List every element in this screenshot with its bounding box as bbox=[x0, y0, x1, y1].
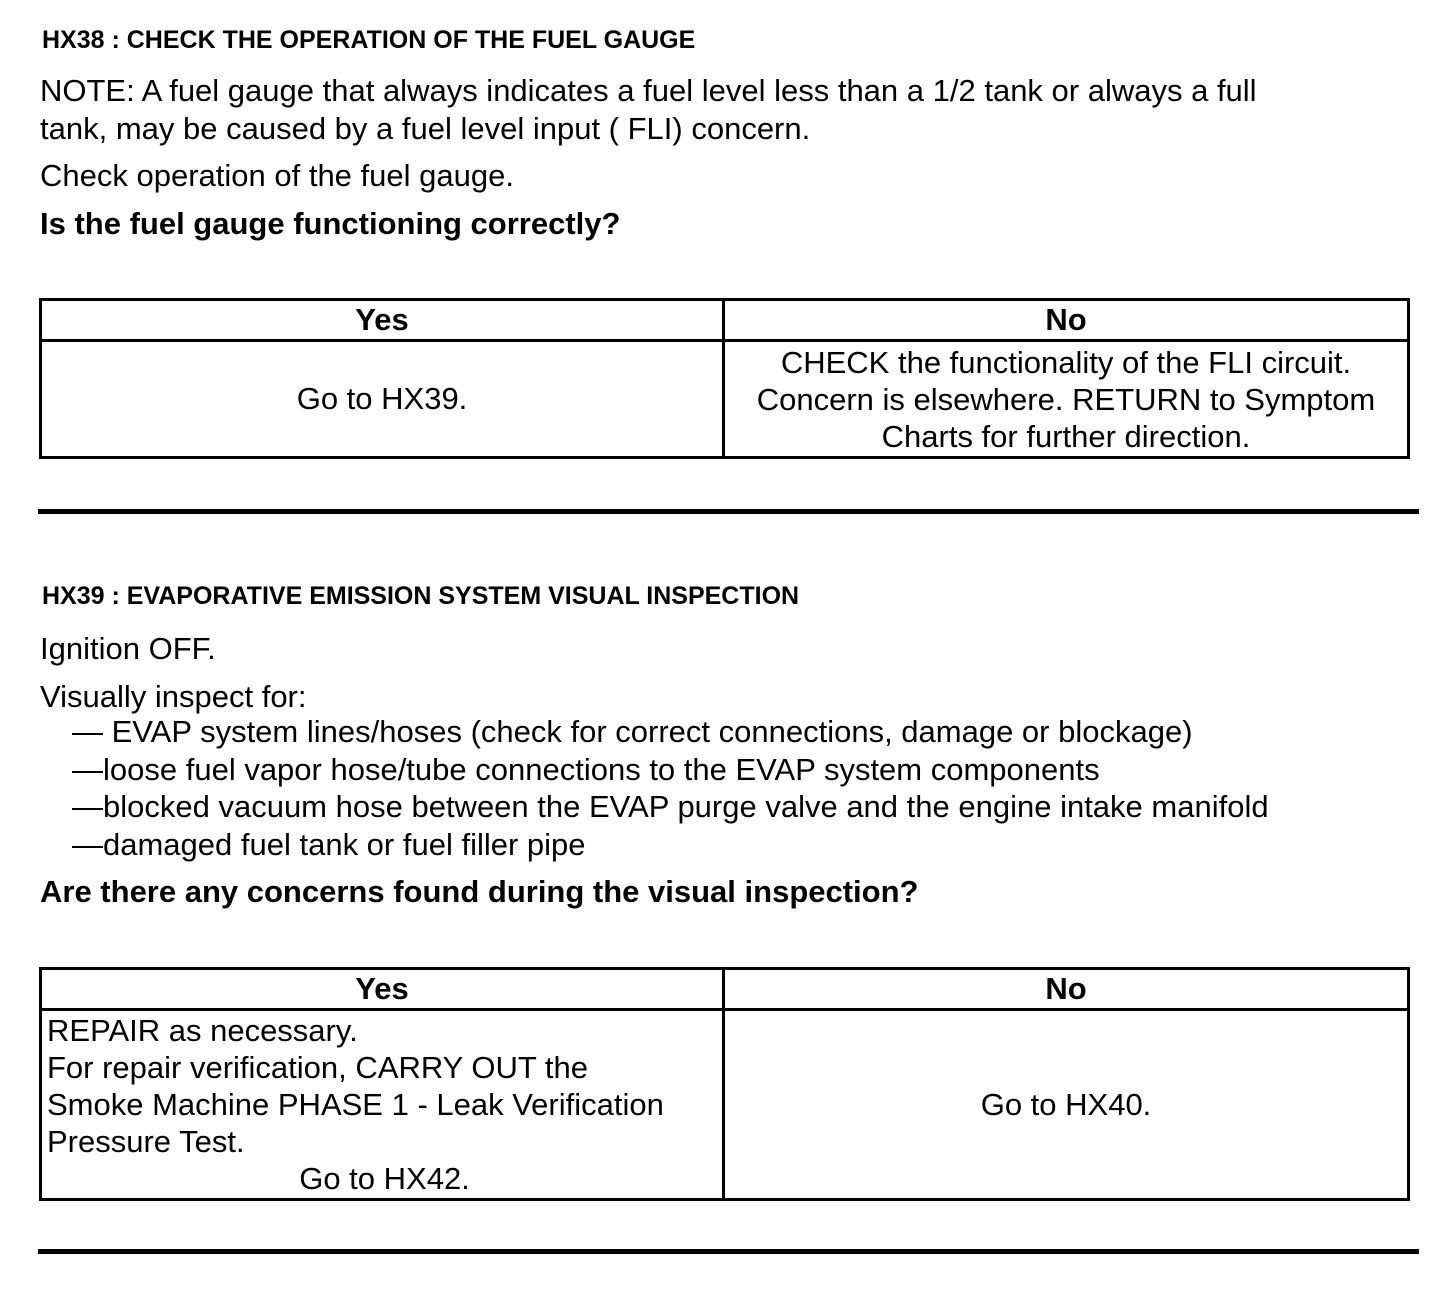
hx38-yes-text: Go to HX39. bbox=[296, 381, 468, 416]
hx39-yes-header: Yes bbox=[41, 969, 724, 1010]
hx39-yes-goto: Go to HX42. bbox=[299, 1161, 470, 1196]
hx38-no-header: No bbox=[724, 300, 1409, 341]
hx39-bullet: —loose fuel vapor hose/tube connections to the EVAP system components bbox=[72, 752, 1100, 787]
hx39-decision-table bbox=[39, 967, 1410, 1201]
hx39-bullet: — EVAP system lines/hoses (check for correct connections, damage or blockage) bbox=[72, 714, 1193, 749]
hx39-question: Are there any concerns found during the visual inspection? bbox=[40, 874, 919, 909]
hx38-note-line2: tank, may be caused by a fuel level input ( FLI) concern. bbox=[40, 111, 811, 146]
hx38-yes-header: Yes bbox=[41, 300, 724, 341]
section-divider bbox=[38, 509, 1419, 514]
hx39-step-inspect: Visually inspect for: bbox=[40, 679, 307, 714]
hx38-yes-cell bbox=[41, 341, 724, 458]
hx38-note-line1: NOTE: A fuel gauge that always indicates a fuel level less than a 1/2 tank or always a full bbox=[40, 73, 1257, 108]
hx39-yes-line: Pressure Test. bbox=[47, 1124, 245, 1159]
hx39-no-cell bbox=[724, 1010, 1409, 1200]
hx38-no-line: CHECK the functionality of the FLI circuit. bbox=[780, 344, 1352, 380]
hx38-no-cell bbox=[724, 341, 1409, 458]
hx39-yes-line: Smoke Machine PHASE 1 - Leak Verification bbox=[47, 1087, 664, 1122]
section-divider bbox=[38, 1249, 1419, 1254]
hx38-no-line: Charts for further direction. bbox=[881, 418, 1251, 454]
hx39-heading: HX39 : EVAPORATIVE EMISSION SYSTEM VISUAL INSPECTION bbox=[42, 582, 800, 610]
hx39-no-text: Go to HX40. bbox=[980, 1086, 1152, 1122]
hx39-no-header: No bbox=[724, 969, 1409, 1010]
hx38-heading: HX38 : CHECK THE OPERATION OF THE FUEL GAUGE bbox=[42, 26, 696, 54]
hx39-bullet: —blocked vacuum hose between the EVAP purge valve and the engine intake manifold bbox=[72, 789, 1269, 824]
hx39-yes-line: For repair verification, CARRY OUT the bbox=[47, 1050, 588, 1085]
hx38-question: Is the fuel gauge functioning correctly? bbox=[40, 206, 621, 241]
hx38-decision-table bbox=[39, 298, 1410, 459]
hx39-yes-line: REPAIR as necessary. bbox=[47, 1013, 358, 1048]
hx38-instruction: Check operation of the fuel gauge. bbox=[40, 158, 514, 193]
hx38-no-line: Concern is elsewhere. RETURN to Symptom bbox=[756, 381, 1376, 417]
hx39-step-ignition: Ignition OFF. bbox=[40, 631, 216, 666]
hx39-bullet: —damaged fuel tank or fuel filler pipe bbox=[72, 827, 586, 862]
hx39-yes-cell bbox=[41, 1010, 724, 1200]
